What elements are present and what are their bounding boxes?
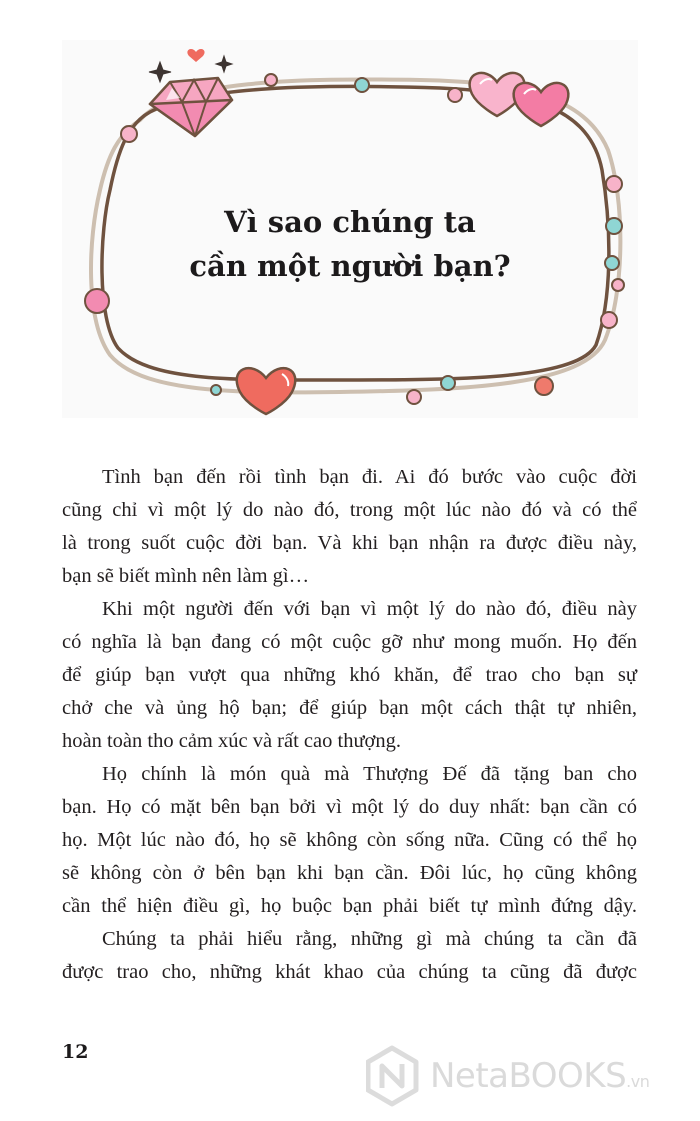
text-line: Khi một người đến với bạn vì một lý do nào đó, điều này — [102, 598, 637, 620]
bead — [265, 74, 277, 86]
text-line: là trong suốt cuộc đời bạn. Và khi bạn nhận ra được điều này, — [62, 532, 637, 554]
text-line: cần thể hiện điều gì, họ buộc bạn phải biết tự mình đứng dậy. — [62, 895, 637, 917]
text-line: chở che và ủng hộ bạn; để giúp bạn một cách thật tự nhiên, — [62, 697, 637, 719]
paragraph-1 — [62, 461, 637, 593]
bead — [355, 78, 369, 92]
bead — [535, 377, 553, 395]
bead — [606, 218, 622, 234]
bead — [441, 376, 455, 390]
chapter-title-line-1: Vì sao chúng ta — [224, 205, 476, 239]
bead — [601, 312, 617, 328]
text-line: hoàn toàn tho cảm xúc và rất cao thượng. — [62, 730, 402, 752]
bead — [605, 256, 619, 270]
page-number: 12 — [62, 1041, 89, 1063]
text-line: Chúng ta phải hiểu rằng, những gì mà chúng ta cần đã — [102, 928, 637, 950]
text-line: có nghĩa là bạn đang có một cuộc gỡ như mong muốn. Họ đến — [62, 631, 637, 653]
watermark-suffix: .vn — [626, 1072, 650, 1091]
paragraph-3 — [62, 758, 637, 923]
text-line: để giúp bạn vượt qua những khó khăn, để trao cho bạn sự — [62, 664, 637, 686]
bead — [85, 289, 109, 313]
text-line: được trao cho, những khát khao của chúng ta cũng đã được — [62, 961, 637, 983]
watermark-text — [430, 1056, 649, 1096]
text-line: bạn. Họ có mặt bên bạn bởi vì một lý do duy nhất: bạn cần có — [62, 796, 637, 818]
chapter-title — [150, 200, 550, 288]
paragraph-4 — [62, 923, 637, 989]
text-line: bạn sẽ biết mình nên làm gì… — [62, 565, 310, 587]
body-text — [62, 461, 637, 989]
text-line: sẽ không còn ở bên bạn khi bạn cần. Đôi lúc, họ cũng không — [62, 862, 637, 884]
text-line: cũng chỉ vì một lý do nào đó, trong một lúc nào đó và có thể — [62, 499, 637, 521]
bead — [121, 126, 137, 142]
bead — [612, 279, 624, 291]
chapter-title-line-2: cần một người bạn? — [189, 249, 511, 283]
bead — [606, 176, 622, 192]
text-line: họ. Một lúc nào đó, họ sẽ không còn sống nữa. Cũng có thể họ — [62, 829, 637, 851]
bead — [211, 385, 221, 395]
text-line: Họ chính là món quà mà Thượng Đế đã tặng ban cho — [102, 763, 637, 785]
paragraph-2 — [62, 593, 637, 758]
watermark-brand: NetaBOOKS — [430, 1056, 627, 1096]
text-line: Tình bạn đến rồi tình bạn đi. Ai đó bước vào cuộc đời — [102, 466, 637, 488]
bead — [448, 88, 462, 102]
bead — [407, 390, 421, 404]
